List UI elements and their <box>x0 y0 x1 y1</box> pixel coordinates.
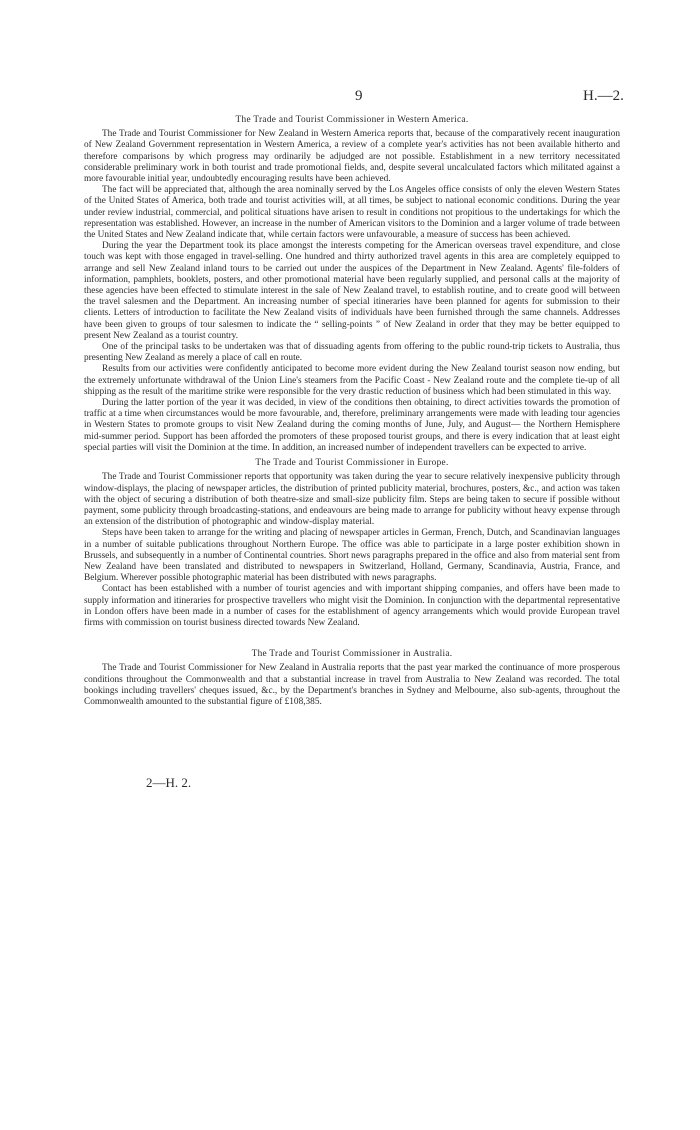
paragraph: The Trade and Tourist Commissioner reports that opportunity was taken during the year to secure relatively inexpensive publicity through window-displays, the placing of newspaper articles, the distribution of printed publicity material, brochures, posters, &c., and action was taken with the object of securing a distribution of both theatre-size and small-size publicity film. Steps are being taken to secure if possible without payment, some publicity through broadcasting-stations, and endeavours are being made to arrange for publicity without heavy expense through an extension of the distribution of photographic and window-display material. <box>84 472 620 528</box>
section-europe <box>84 458 620 629</box>
section-western-america <box>84 115 620 454</box>
page-header <box>0 88 700 108</box>
paragraph: During the latter portion of the year it was decided, in view of the conditions then obtaining, to direct activities towards the promotion of traffic at a time when circumstances would be more favourable, and, therefore, preliminary arrangements were made with leading tour agencies in Western States to promote groups to visit New Zealand during the coming months of June, July, and August— the Northern Hemisphere mid-summer period. Support has been afforded the promoters of these proposed tourist groups, and there is every indication that at least eight special parties will visit the Dominion at the time. In addition, an increased number of independent travellers can be expected to arrive. <box>84 398 620 453</box>
section-australia <box>84 649 620 708</box>
paragraph: Steps have been taken to arrange for the writing and placing of newspaper articles in German, French, Dutch, and Scandinavian languages in a number of suitable publications throughout Northern Europe. The office was able to participate in a large poster exhibition shown in Brussels, and subsequently in a number of Continental countries. Short news paragraphs prepared in the office and also from material sent from New Zealand have been translated and distributed to newspapers in Switzerland, Holland, Germany, Scandinavia, Austria, France, and Belgium. Wherever possible photographic material has been distributed with news paragraphs. <box>84 528 620 584</box>
document-reference: H.—2. <box>583 88 624 104</box>
paragraph: The Trade and Tourist Commissioner for New Zealand in Australia reports that the past year marked the continuance of more prosperous conditions throughout the Commonwealth and that a substantial increase in travel from Australia to New Zealand was recorded. The total bookings including travellers' cheques issued, &c., by the Department's branches in Sydney and Melbourne, also sub-agents, throughout the Commonwealth amounted to the substantial figure of £108,385. <box>84 663 620 707</box>
document-body <box>84 115 620 708</box>
sheet-signature: 2—H. 2. <box>146 775 192 790</box>
section-heading: The Trade and Tourist Commissioner in Europe. <box>255 458 449 469</box>
paragraph: Contact has been established with a number of tourist agencies and with important shipping companies, and offers have been made to supply information and itineraries for prospective travellers who might visit the Dominion. In conjunction with the departmental representative in London offers have been made in a number of cases for the establishment of agency arrangements which would provide European travel firms with commission on tourist business directed towards New Zealand. <box>84 584 620 628</box>
paragraph: During the year the Department took its place amongst the interests competing for the American overseas travel expenditure, and close touch was kept with those engaged in travel-selling. One hundred and thirty authorized travel agents in this area are completely equipped to arrange and sell New Zealand inland tours to be carried out under the auspices of the Department in New Zealand. Agents' file-folders of information, pamphlets, booklets, posters, and other promotional material have been regularly supplied, and personal calls at the majority of these agencies have been effected to stimulate interest in the sale of New Zealand travel, to establish routine, and to create good will between the travel salesmen and the Department. An increasing number of special itineraries have been planned for agents for submission to their clients. Letters of introduction to facilitate the New Zealand visits of individuals have been furnished through the same channels. Addresses have been given to groups of tour salesmen to indicate the “ selling-points ” of New Zealand in order that they may be better equipped to present New Zealand as a tourist country. <box>84 241 620 341</box>
section-heading: The Trade and Tourist Commissioner in Australia. <box>251 649 453 660</box>
paragraph: Results from our activities were confidently anticipated to become more evident during the New Zealand tourist season now ending, but the extremely unfortunate withdrawal of the Union Line's steamers from the Pacific Coast - New Zealand route and the complete tie-up of all shipping as the result of the maritime strike were responsible for the very drastic reduction of business which had been stimulated in this way. <box>84 364 620 397</box>
paragraph: The Trade and Tourist Commissioner for New Zealand in Western America reports that, because of the comparatively recent inauguration of New Zealand Government representation in Western America, a review of a complete year's activities has not been available hitherto and therefore comparisons by which progress may ordinarily be adjudged are not possible. Establishment in a new territory necessitated considerable preliminary work in both tourist and trade promotional fields, and, despite several uncalculated factors which militated against a more favourable initial year, undoubtedly encouraging results have been achieved. <box>84 129 620 185</box>
page-number: 9 <box>355 88 363 104</box>
section-heading: The Trade and Tourist Commissioner in Western America. <box>235 115 469 125</box>
paragraph: One of the principal tasks to be undertaken was that of dissuading agents from offering to the public round-trip tickets to Australia, thus presenting New Zealand as merely a place of call en route. <box>84 342 620 364</box>
paragraph: The fact will be appreciated that, although the area nominally served by the Los Angeles office consists of only the eleven Western States of the United States of America, both trade and tourist activities will, at all times, be subject to national economic conditions. During the year under review industrial, commercial, and political situations have arisen to result in conditions not propitious to the undertakings for which the representation was established. However, an increase in the number of American visitors to the Dominion and a larger volume of trade between the United States and New Zealand indicate that, while certain factors were unfavourable, a measure of success has been achieved. <box>84 185 620 241</box>
